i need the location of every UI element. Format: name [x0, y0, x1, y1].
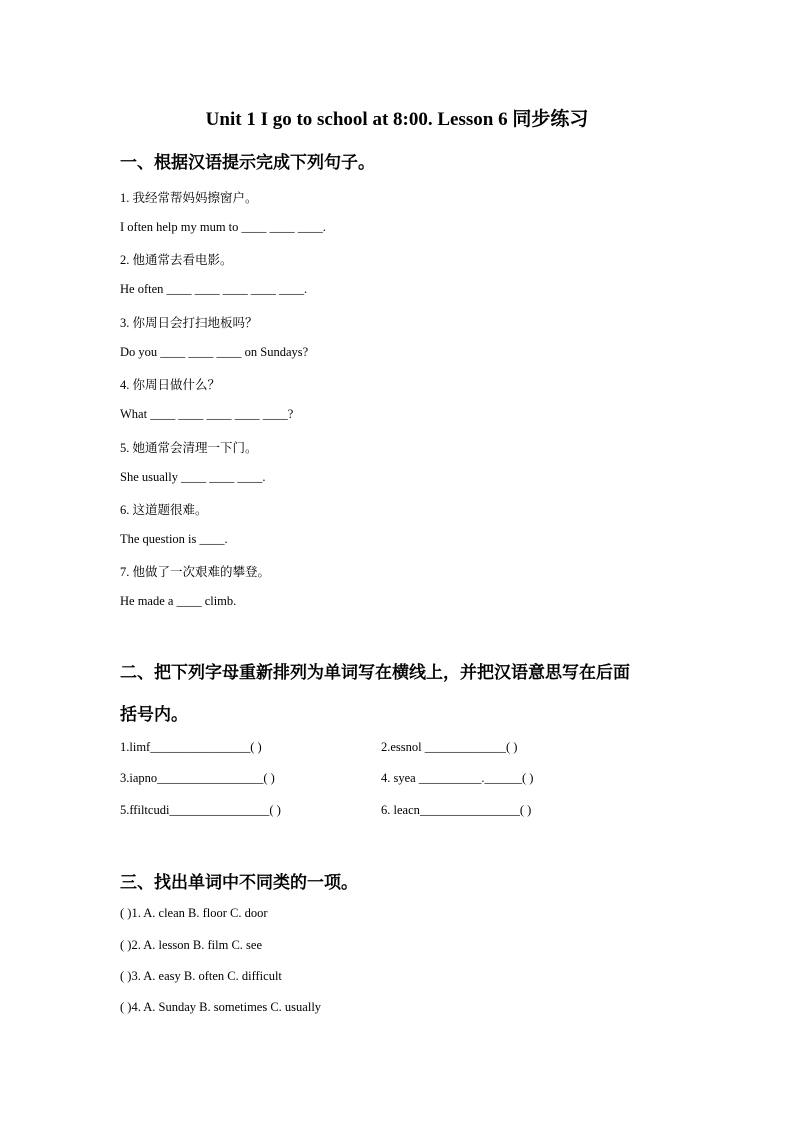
section1-item-1-en: I often help my mum to ____ ____ ____. [120, 220, 326, 234]
section1-item-2-cn: 2. 他通常去看电影。 [120, 253, 233, 267]
section1-item-1-cn: 1. 我经常帮妈妈擦窗户。 [120, 191, 258, 205]
section2-heading-line1: 二、把下列字母重新排列为单词写在横线上，并把汉语意思写在后面 [120, 663, 630, 682]
section3-heading: 三、找出单词中不同类的一项。 [120, 873, 358, 892]
section2-row-1-right: 2.essnol _____________( ) [381, 740, 518, 754]
section2-heading-line2: 括号内。 [120, 705, 188, 724]
section2-row-3-left: 5.ffiltcudi________________( ) [120, 803, 281, 817]
section1-item-6-en: The question is ____. [120, 532, 228, 546]
section1-item-7-en: He made a ____ climb. [120, 594, 237, 608]
page-title: Unit 1 I go to school at 8:00. Lesson 6 同步练习 [205, 109, 589, 130]
section3-item-4: ( )4. A. Sunday B. sometimes C. usually [120, 1000, 322, 1014]
section1-item-3-cn: 3. 你周日会打扫地板吗？ [120, 316, 258, 330]
section2-row-3-right: 6. leacn________________( ) [381, 803, 532, 817]
section1-item-5-cn: 5. 她通常会清理一下门。 [120, 441, 258, 455]
section1-item-6-cn: 6. 这道题很难。 [120, 503, 208, 517]
section2-row-2-left: 3.iapno_________________( ) [120, 771, 275, 785]
section1-item-4-cn: 4. 你周日做什么？ [120, 378, 221, 392]
section1-item-3-en: Do you ____ ____ ____ on Sundays? [120, 345, 309, 359]
section3-item-3: ( )3. A. easy B. often C. difficult [120, 969, 282, 983]
section1-heading: 一、根据汉语提示完成下列句子。 [120, 153, 375, 172]
section3-item-1: ( )1. A. clean B. floor C. door [120, 906, 268, 920]
section3-item-2: ( )2. A. lesson B. film C. see [120, 938, 263, 952]
section1-item-7-cn: 7. 他做了一次艰难的攀登。 [120, 565, 271, 579]
section2-row-1-left: 1.limf________________( ) [120, 740, 262, 754]
section1-item-4-en: What ____ ____ ____ ____ ____? [120, 407, 294, 421]
section1-item-5-en: She usually ____ ____ ____. [120, 470, 266, 484]
section1-item-2-en: He often ____ ____ ____ ____ ____. [120, 282, 308, 296]
section2-row-2-right: 4. syea __________.______( ) [381, 771, 534, 785]
